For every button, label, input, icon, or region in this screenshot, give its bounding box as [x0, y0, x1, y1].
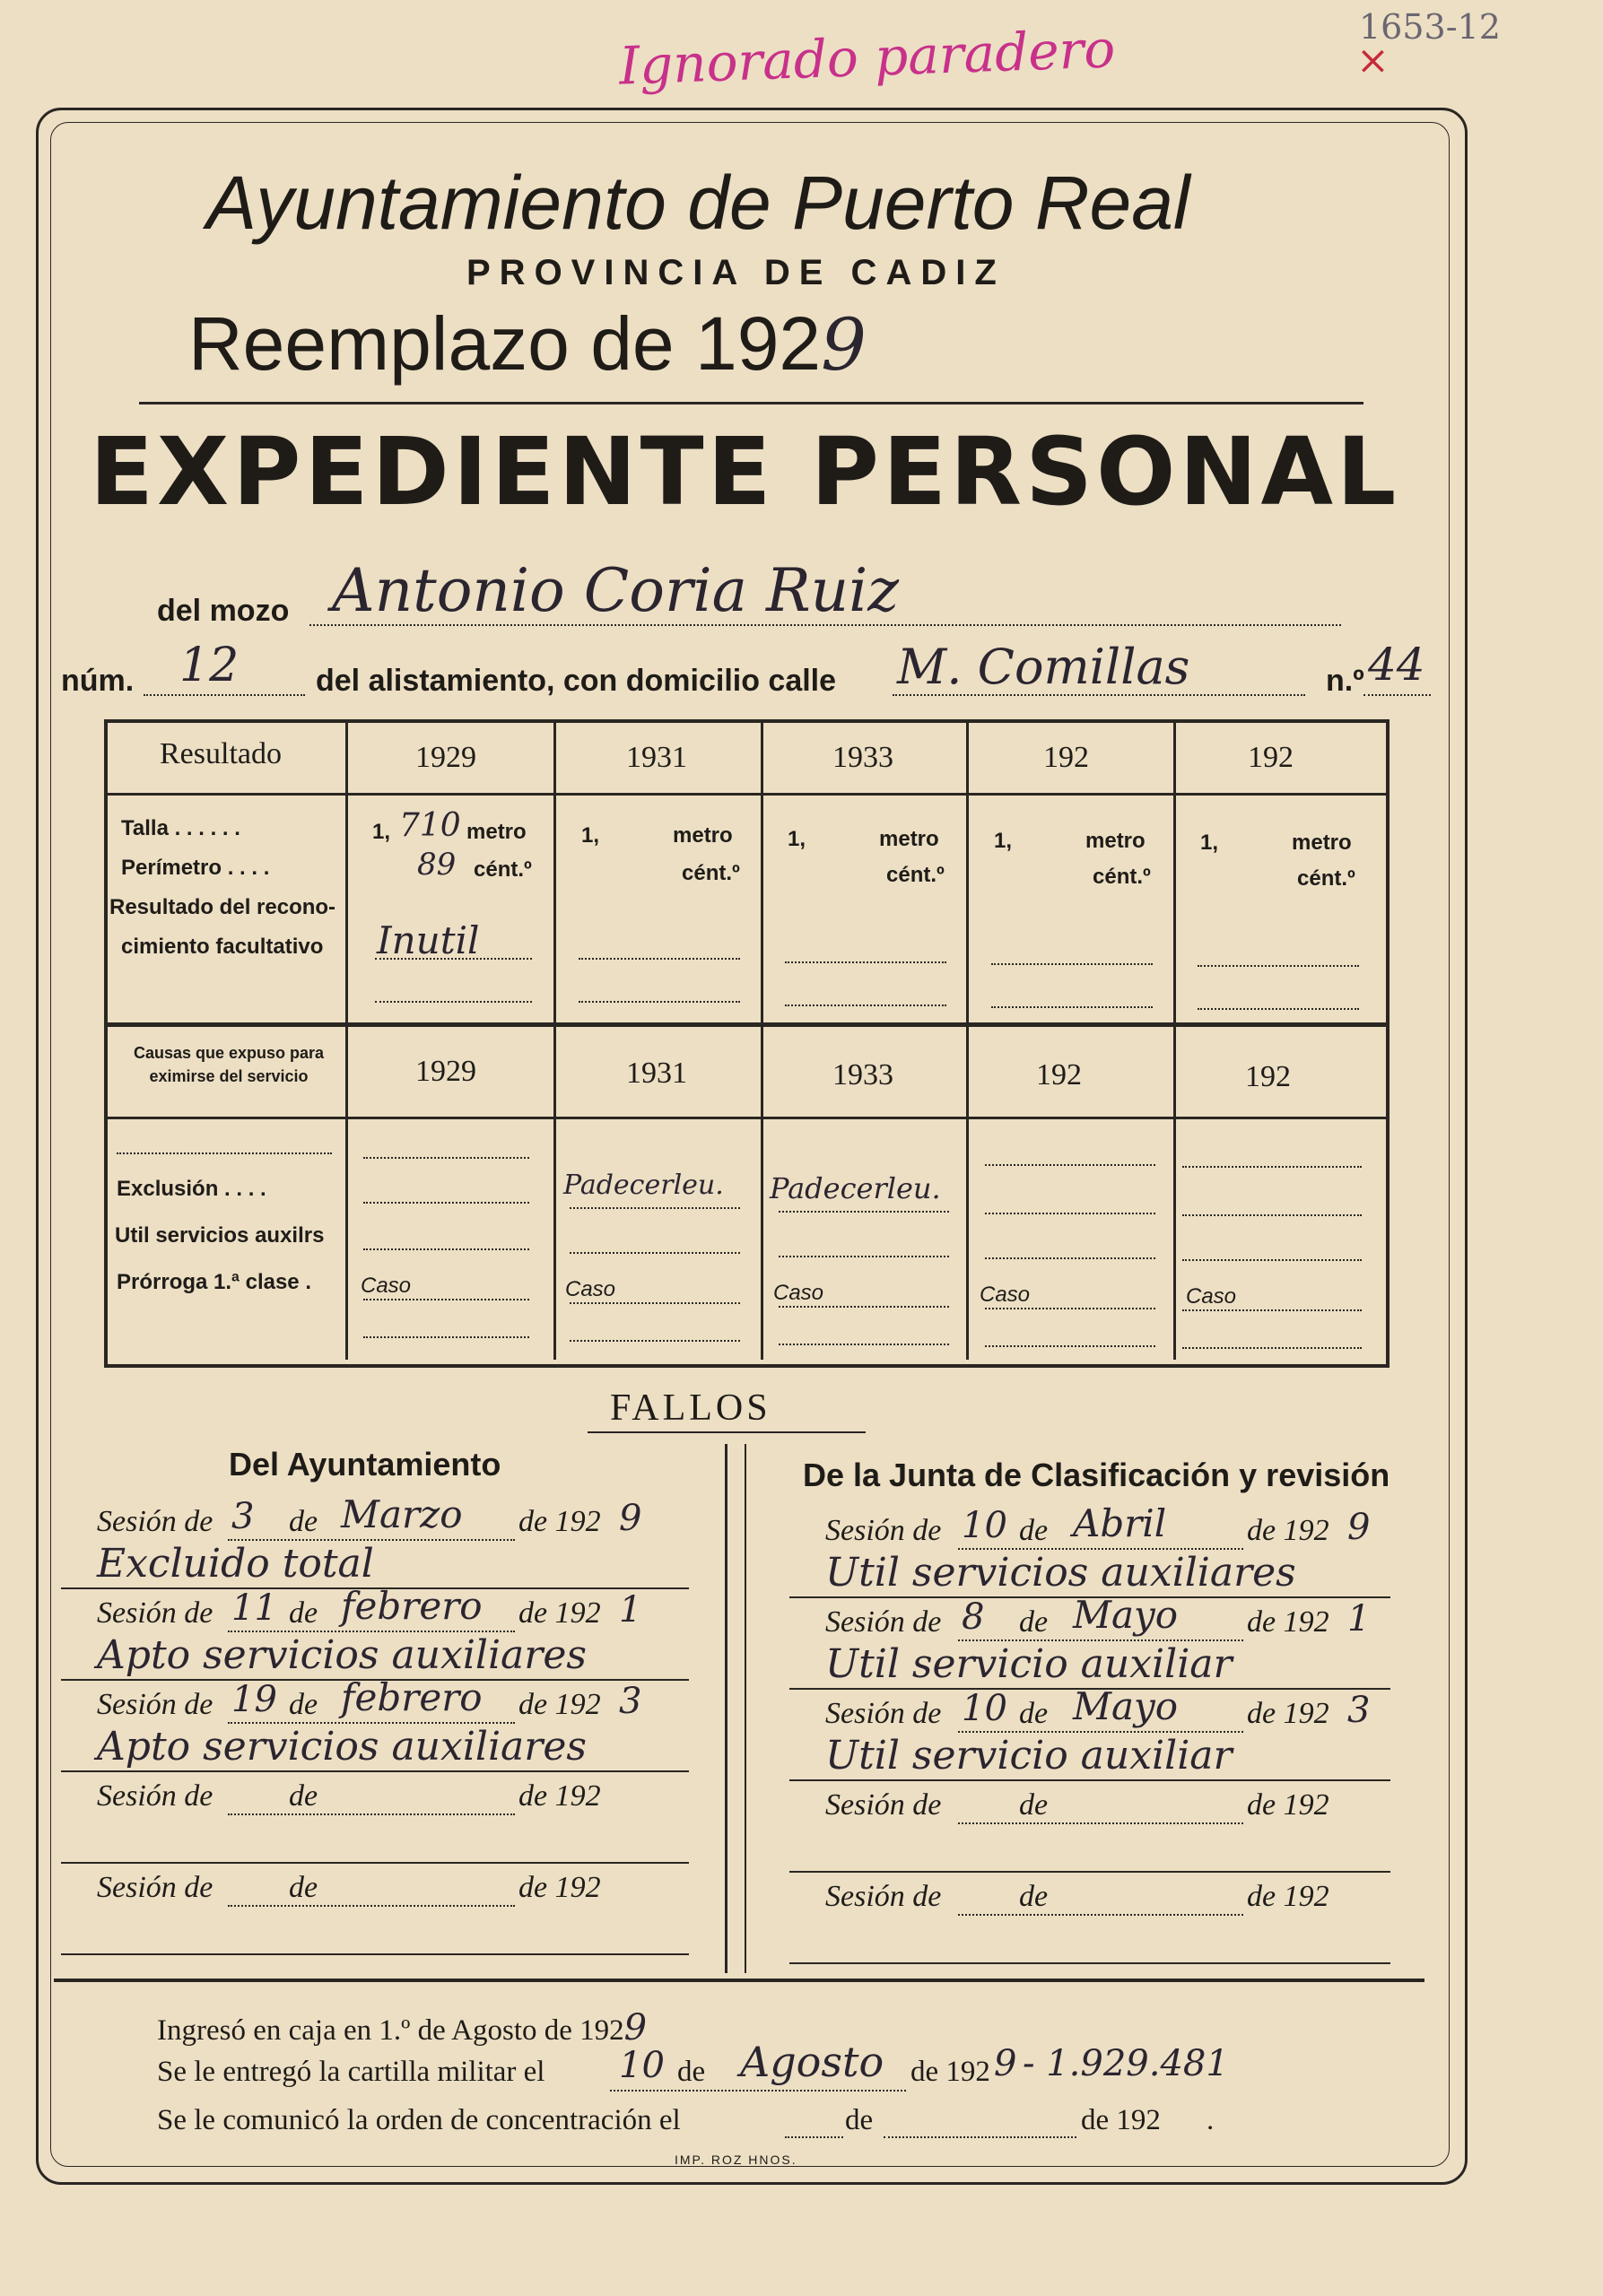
num-label: núm. — [61, 664, 135, 698]
footer-line3-dots1 — [785, 2136, 843, 2138]
talla-hand-1: 710 — [399, 807, 461, 844]
cent-5: cént.º — [1297, 866, 1355, 891]
t2-c5-l2 — [1182, 1214, 1362, 1216]
t2-c3-l4 — [779, 1306, 949, 1308]
caso-1: Caso — [361, 1274, 412, 1298]
mozo-line — [309, 624, 1341, 626]
t2-row0-line — [117, 1152, 332, 1154]
sesion-de: de — [1019, 1514, 1049, 1547]
t2-c2-l5 — [570, 1340, 740, 1342]
fallos-right-title: De la Junta de Clasificación y revisión — [803, 1457, 1390, 1493]
sesion-label: Sesión de — [97, 1505, 213, 1538]
t2-c3-l3 — [779, 1256, 949, 1257]
causa-entry-1931: Padecerleu. — [563, 1170, 724, 1201]
res-line-2b — [579, 1001, 740, 1003]
caso-4: Caso — [980, 1283, 1031, 1307]
metro-1: metro — [466, 820, 527, 844]
sesion-month: Mayo — [1073, 1684, 1179, 1728]
sesion-result: Util servicios auxiliares — [825, 1550, 1296, 1596]
n-line — [1363, 694, 1431, 696]
sesion-year-prefix: de 192 — [1247, 1697, 1329, 1730]
t2-header-b: eximirse del servicio — [149, 1067, 309, 1085]
sesion-result: Excluido total — [97, 1541, 374, 1587]
t2-c1-l1 — [363, 1157, 529, 1159]
t1-year-5: 192 — [1248, 741, 1294, 774]
sesion-month: febrero — [341, 1584, 483, 1628]
t1-header-line — [104, 793, 1386, 796]
t1-header-label: Resultado — [160, 737, 282, 770]
t2-c3-l5 — [779, 1344, 949, 1345]
row-talla: Talla . . . . . . — [121, 816, 240, 840]
t2-year-2: 1931 — [626, 1057, 687, 1090]
sesion-result: Util servicio auxiliar — [825, 1641, 1233, 1687]
t2-year-5: 192 — [1245, 1060, 1291, 1093]
t2-c1-l3 — [363, 1248, 529, 1250]
t2-c5-l1 — [1182, 1166, 1362, 1168]
t2-c1-l2 — [363, 1202, 529, 1204]
fallos-left-title: Del Ayuntamiento — [229, 1446, 501, 1483]
talla-prefix-5: 1, — [1200, 831, 1219, 855]
document-title: EXPEDIENTE PERSONAL — [90, 417, 1400, 526]
sesion-day: 3 — [231, 1496, 255, 1537]
sesion-month: Abril — [1073, 1501, 1167, 1545]
fallos-divider-2 — [745, 1444, 746, 1973]
footer-line2-day: 10 — [619, 2045, 665, 2086]
ref-mark: × — [1356, 38, 1390, 83]
t1-year-3: 1933 — [832, 741, 893, 774]
sesion-year-prefix: de 192 — [518, 1688, 601, 1721]
n-label: n.º — [1326, 664, 1364, 698]
footer-line3a: Se le comunicó la orden de concentración el — [157, 2104, 681, 2136]
sesion-result-line — [789, 1962, 1390, 1964]
footer-line2b: de — [677, 2056, 706, 2088]
sesion-month: febrero — [341, 1675, 483, 1719]
sesion-year-prefix: de 192 — [518, 1505, 601, 1538]
res-line-5 — [1198, 965, 1359, 967]
row-perimetro: Perímetro . . . . — [121, 856, 270, 880]
causa-entry-1933: Padecerleu. — [770, 1171, 941, 1205]
t1-year-2: 1931 — [626, 741, 687, 774]
sesion-de: de — [289, 1779, 318, 1813]
sesion-year-prefix: de 192 — [1247, 1605, 1329, 1639]
metro-4: metro — [1085, 829, 1146, 853]
footer-line2-extra: - 1.929.481 — [1023, 2043, 1229, 2084]
row-prorroga: Prórroga 1.ª clase . — [117, 1270, 311, 1294]
sesion-day: 19 — [231, 1679, 277, 1720]
row-resultado-b: cimiento facultativo — [121, 935, 324, 959]
mozo-name: Antonio Coria Ruiz — [332, 556, 900, 625]
sesion-label: Sesión de — [825, 1880, 942, 1913]
reemplazo-underline — [139, 402, 1363, 404]
printer-mark: IMP. ROZ HNOS. — [675, 2152, 797, 2167]
sesion-label: Sesión de — [97, 1688, 213, 1721]
t2-year-1: 1929 — [415, 1055, 476, 1088]
calle-line — [893, 694, 1305, 696]
t2-c2-l2 — [570, 1207, 740, 1209]
res-line-3b — [785, 1004, 946, 1006]
sesion-date-line — [958, 1731, 1243, 1733]
t2-c4-l2 — [985, 1213, 1155, 1214]
sesion-year-hand: 1 — [1347, 1598, 1371, 1639]
caso-5: Caso — [1186, 1284, 1237, 1309]
t2-c5-l3 — [1182, 1259, 1362, 1261]
t2-year-4: 192 — [1036, 1058, 1082, 1091]
t-col-4 — [966, 723, 969, 1360]
n-value: 44 — [1368, 639, 1425, 691]
sesion-day: 8 — [962, 1596, 985, 1638]
fallos-underline — [588, 1431, 866, 1433]
t2-header-line — [104, 1117, 1386, 1119]
footer-line2c: de 192 — [910, 2056, 990, 2088]
sesion-result: Apto servicios auxiliares — [97, 1724, 587, 1770]
province-subtitle: PROVINCIA DE CADIZ — [466, 253, 1006, 292]
sesion-month: Marzo — [341, 1492, 463, 1536]
sesion-month: Mayo — [1073, 1593, 1179, 1637]
fallos-divider — [725, 1444, 727, 1973]
t2-c2-l4 — [570, 1302, 740, 1304]
sesion-year-hand: 1 — [619, 1589, 642, 1631]
talla-prefix-1: 1, — [372, 820, 391, 844]
footer-line1 — [157, 2007, 647, 2048]
sesion-year-prefix: de 192 — [518, 1871, 601, 1904]
municipality-title: Ayuntamiento de Puerto Real — [206, 161, 1190, 245]
t2-header-a: Causas que expuso para — [133, 1044, 325, 1062]
res-line-5b — [1198, 1008, 1359, 1010]
fallos-bottom-line — [54, 1979, 1424, 1982]
footer-line1-text: Ingresó en caja en 1.º de Agosto de 192 — [157, 2014, 624, 2047]
sesion-label: Sesión de — [97, 1596, 213, 1630]
footer-line3-dots2 — [884, 2136, 1076, 2138]
sesion-date-line — [958, 1822, 1243, 1824]
sesion-year-hand: 3 — [619, 1681, 642, 1722]
footer-line1-hand: 9 — [623, 2007, 648, 2048]
sesion-de: de — [289, 1596, 318, 1630]
cent-1: cént.º — [474, 857, 532, 882]
res-line-3 — [785, 961, 946, 963]
sesion-label: Sesión de — [97, 1779, 213, 1813]
talla-prefix-4: 1, — [994, 829, 1013, 853]
cent-4: cént.º — [1093, 865, 1151, 889]
res-line-1b — [375, 1001, 532, 1003]
row-resultado-a: Resultado del recono- — [109, 895, 336, 919]
sesion-year-prefix: de 192 — [1247, 1788, 1329, 1822]
sesion-day: 10 — [962, 1505, 1007, 1546]
reemplazo-year-hand: 9 — [821, 303, 867, 387]
sesion-de: de — [289, 1688, 318, 1721]
sesion-result-line — [789, 1779, 1390, 1781]
t2-c4-l3 — [985, 1257, 1155, 1259]
sesion-year-prefix: de 192 — [1247, 1880, 1329, 1913]
sesion-de: de — [289, 1871, 318, 1904]
sesion-date-line — [228, 1905, 515, 1907]
sesion-label: Sesión de — [825, 1697, 942, 1730]
sesion-result-line — [61, 1770, 689, 1772]
res-line-2 — [579, 958, 740, 960]
res-line-1 — [375, 958, 532, 960]
metro-2: metro — [673, 823, 733, 848]
sesion-date-line — [228, 1539, 515, 1541]
sesion-result: Util servicio auxiliar — [825, 1733, 1233, 1779]
sesion-year-hand: 3 — [1347, 1690, 1371, 1731]
sesion-de: de — [1019, 1788, 1049, 1822]
t-col-5 — [1173, 723, 1176, 1360]
t2-c5-l4 — [1182, 1309, 1362, 1311]
res-line-4b — [991, 1006, 1153, 1008]
sesion-result-line — [789, 1871, 1390, 1873]
sesion-date-line — [958, 1914, 1243, 1916]
footer-line3c: de 192 — [1081, 2104, 1161, 2136]
row-util: Util servicios auxilrs — [115, 1223, 325, 1248]
mozo-label: del mozo — [157, 594, 290, 628]
caso-3: Caso — [773, 1281, 824, 1305]
sesion-date-line — [958, 1639, 1243, 1641]
t2-c3-l2 — [779, 1211, 949, 1213]
caso-2: Caso — [565, 1277, 616, 1301]
footer-line3b: de — [845, 2104, 874, 2136]
cent-3: cént.º — [886, 863, 945, 887]
t1-year-1: 1929 — [415, 741, 476, 774]
t2-c1-l5 — [363, 1336, 529, 1338]
talla-prefix-3: 1, — [788, 827, 806, 851]
sesion-result-line — [61, 1953, 689, 1955]
t-col-1 — [345, 723, 348, 1360]
sesion-de: de — [1019, 1605, 1049, 1639]
sesion-label: Sesión de — [825, 1514, 942, 1547]
sesion-year-prefix: de 192 — [518, 1779, 601, 1813]
t-col-3 — [761, 723, 763, 1360]
footer-line2-dots — [610, 2090, 906, 2092]
sesion-date-line — [228, 1722, 515, 1724]
sesion-date-line — [228, 1631, 515, 1632]
footer-line2a: Se le entregó la cartilla militar el — [157, 2056, 545, 2088]
num-line — [144, 694, 305, 696]
sesion-label: Sesión de — [825, 1788, 942, 1822]
top-note: Ignorado paradero — [617, 18, 1117, 97]
t1-mid-line — [104, 1022, 1386, 1027]
sesion-result: Apto servicios auxiliares — [97, 1632, 587, 1678]
sesion-year-prefix: de 192 — [518, 1596, 601, 1630]
sesion-result-line — [61, 1862, 689, 1864]
metro-5: metro — [1292, 831, 1352, 855]
talla-prefix-2: 1, — [581, 823, 600, 848]
t2-c4-l4 — [985, 1308, 1155, 1309]
reemplazo-text: Reemplazo de 192 — [188, 301, 822, 386]
t1-year-4: 192 — [1043, 741, 1089, 774]
sesion-de: de — [1019, 1880, 1049, 1913]
alist-label: del alistamiento, con domicilio calle — [316, 664, 837, 698]
res-line-4 — [991, 963, 1153, 965]
t2-c4-l1 — [985, 1164, 1155, 1166]
perimetro-hand-1: 89 — [417, 847, 457, 883]
sesion-label: Sesión de — [97, 1871, 213, 1904]
row-exclusion: Exclusión . . . . — [117, 1177, 266, 1201]
t2-c1-l4 — [363, 1299, 529, 1300]
resultado-hand-1: Inutil — [377, 918, 480, 962]
sesion-de: de — [1019, 1697, 1049, 1730]
ref-number: 1653-12 — [1359, 7, 1501, 47]
t2-c4-l5 — [985, 1345, 1155, 1347]
sesion-day: 10 — [962, 1688, 1007, 1729]
num-value: 12 — [179, 639, 240, 692]
footer-line2-year: 9 — [994, 2043, 1017, 2084]
cent-2: cént.º — [682, 861, 740, 885]
sesion-year-hand: 9 — [619, 1498, 642, 1539]
sesion-year-prefix: de 192 — [1247, 1514, 1329, 1547]
t2-c2-l3 — [570, 1252, 740, 1254]
footer-line2-month: Agosto — [740, 2038, 884, 2086]
footer-line3d: . — [1207, 2104, 1215, 2136]
reemplazo-title — [188, 300, 867, 387]
t2-year-3: 1933 — [832, 1058, 893, 1091]
t2-c5-l5 — [1182, 1347, 1362, 1349]
fallos-title: FALLOS — [610, 1387, 771, 1429]
calle-value: M. Comillas — [897, 639, 1190, 695]
sesion-day: 11 — [231, 1587, 277, 1629]
sesion-date-line — [228, 1813, 515, 1815]
t-col-2 — [553, 723, 556, 1360]
sesion-label: Sesión de — [825, 1605, 942, 1639]
metro-3: metro — [879, 827, 939, 851]
sesion-de: de — [289, 1505, 318, 1538]
sesion-year-hand: 9 — [1347, 1507, 1371, 1548]
sesion-date-line — [958, 1548, 1243, 1550]
